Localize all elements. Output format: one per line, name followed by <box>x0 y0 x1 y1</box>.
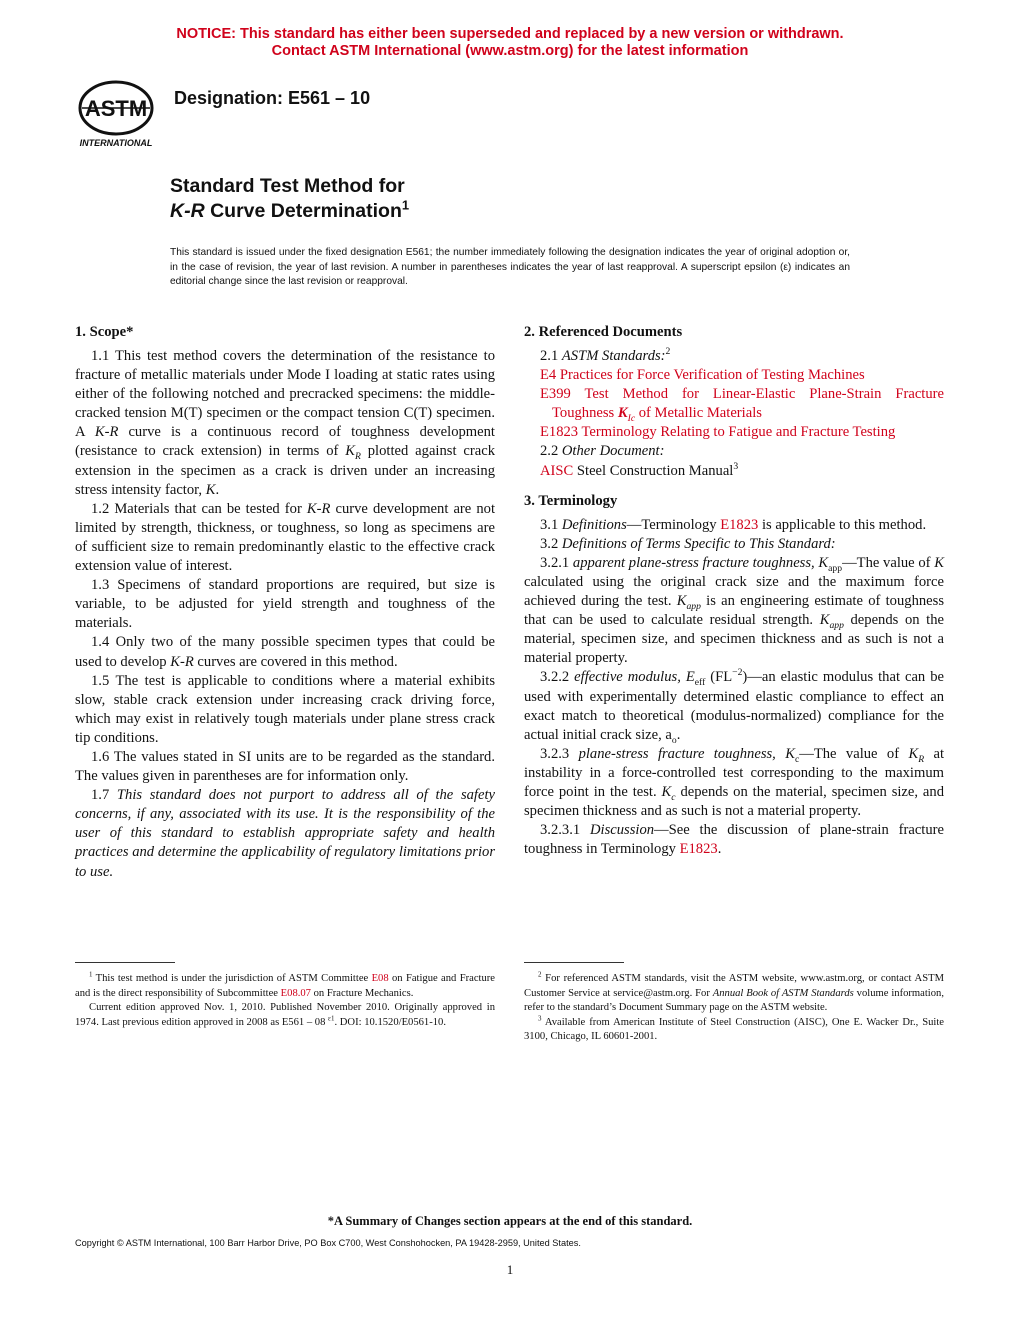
summary-of-changes-note: *A Summary of Changes section appears at the end of this standard. <box>327 1214 693 1228</box>
term-3-1-ref-link[interactable]: E1823 <box>720 516 759 533</box>
right-column <box>524 322 944 859</box>
scope-heading: 1. Scope* <box>75 324 134 340</box>
scope-1-5: 1.5 The test is applicable to conditions where a material exhibits slow, stable crack extension under increasing crack driving force, which may exist in relatively tough materials under plane stress crack tip conditions. <box>75 672 495 746</box>
title-footnote-mark[interactable]: 1 <box>401 197 410 213</box>
title-line-2 <box>170 199 409 224</box>
term-3-1: 3.1 Definitions—Terminology E1823 is applicable to this method. <box>540 516 927 533</box>
logo-text: ASTM <box>84 96 148 121</box>
logo-subtext: INTERNATIONAL <box>79 138 153 148</box>
footnote-e08-link[interactable]: E08 <box>371 973 389 984</box>
term-3-2-3-1: 3.2.3.1 Discussion—See the discussion of plane-strain fracture toughness in Terminology E1823. <box>524 822 944 858</box>
designation: Designation: E561 – 10 <box>174 88 371 108</box>
ref-e4[interactable]: E4 Practices for Force Verification of Testing Machines <box>540 367 865 384</box>
notice-line-2: Contact ASTM International (www.astm.org) for the latest information <box>271 43 749 59</box>
scope-1-7: 1.7 This standard does not purport to address all of the safety concerns, if any, associated with its use. It is the responsibility of the user of this standard to establish appropriate safety and health practices and determine the applicability of regulatory limitations prior to use. <box>75 787 495 880</box>
footnotes-right <box>524 972 944 1045</box>
footnote-e0807-link[interactable]: E08.07 <box>280 987 311 999</box>
title-line-1: Standard Test Method for <box>170 175 405 197</box>
term-3-2-3-1-ref-link[interactable]: E1823 <box>679 841 718 858</box>
terminology-heading: 3. Terminology <box>524 492 618 509</box>
issued-note: This standard is issued under the fixed designation E561; the number immediately following the designation indicates the year of original adoption or, in the case of revision, the year of last revision. A number in parentheses indicates the year of last reapproval. A superscript epsilon (ε) indicates an editorial change since the last revision or reapproval. <box>170 247 850 287</box>
term-3-2-3: 3.2.3 plane-stress fracture toughness, $K_c—The$ value of $K_R$ at instability in a force-controlled test corresponding to the maximum force point in the test. $K_c$ depends on the material, specimen size, and specimen thickness and as such is not a material property. <box>524 745 945 820</box>
scope-1-4: 1.4 Only two of the many possible specimen types that could be used to develop K-R curves are covered in this method. <box>75 634 495 670</box>
term-3-2: 3.2 Definitions of Terms Specific to This Standard: <box>540 535 836 552</box>
ref-e1823-link[interactable]: E1823 <box>540 424 579 441</box>
term-3-2-2: 3.2.2 effective modulus, $E_{eff}$ $(FL^{-2})—an$ elastic modulus that can be used with experimentally determined elastic compliance to effect an exact match to theoretical (modulus-normalized) compliance for the actual initial crack size, $a_o$. <box>524 667 944 746</box>
astm-logo-icon <box>64 78 164 150</box>
left-column <box>75 322 495 882</box>
footnotes-left <box>75 972 495 1030</box>
footnote-3: $^3$ Available from American Institute of Steel Construction (AISC), One E. Wacker Dr., Suite 3100, Chicago, IL 60601-2001. <box>524 1013 944 1042</box>
footnote-1-edition: Current edition approved Nov. 1, 2010. Published November 2010. Originally approved in 1974. Last previous edition approved in 2008 as E561 – 08 $^{\varepsilon 1}$. DOI: 10.1520/E0561-10. <box>75 1002 495 1028</box>
astm-logo <box>64 78 164 150</box>
scope-1-6: 1.6 The values stated in SI units are to be regarded as the standard. The values given in parentheses are for information only. <box>75 748 495 785</box>
ref-2-1: 2.1 ASTM Standards:$^2$ <box>540 346 671 364</box>
footnote-rule-right <box>524 962 624 963</box>
ref-e399-link[interactable]: E399 <box>540 386 571 403</box>
ref-aisc[interactable]: AISC Steel Construction Manual$^3$ <box>540 460 739 479</box>
withdrawn-notice <box>0 26 1020 60</box>
ref-aisc-link[interactable]: AISC <box>540 462 574 479</box>
page-title <box>170 174 409 224</box>
footnote-1: $^1$ This test method is under the jurisdiction of ASTM Committee E08 on Fatigue and Fracture and is the direct responsibility of Subcommittee E08.07 on Fracture Mechanics. <box>75 970 495 999</box>
title-kr: K-R <box>170 200 205 222</box>
copyright: Copyright © ASTM International, 100 Barr Harbor Drive, PO Box C700, West Conshohocken, PA 19428-2959, United States. <box>75 1238 581 1248</box>
scope-1-3: 1.3 Specimens of standard proportions are required, but size is variable, to be adjusted for yield strength and toughness of the materials. <box>75 577 495 632</box>
term-3-2-1: 3.2.1 apparent plane-stress fracture toughness, $K_{app}—The$ value of K calculated using the original crack size and the maximum force achieved during the test. $K_{app}$ is an engineering estimate of toughness that can be used to calculate residual strength. $K_{app}$ depends on the material, specimen size, and specimen thickness and as such is not a material property. <box>524 554 944 667</box>
page-number: 1 <box>506 1262 514 1277</box>
title-rest: Curve Determination <box>204 200 402 222</box>
ref-2-2: 2.2 Other Document: <box>540 443 665 460</box>
referenced-heading: 2. Referenced Documents <box>524 324 683 340</box>
ref-e1823[interactable]: E1823 Terminology Relating to Fatigue and Fracture Testing <box>540 424 896 441</box>
footnote-rule-left <box>75 962 175 963</box>
footnote-2: $^2$ For referenced ASTM standards, visit the ASTM website, www.astm.org, or contact ASTM Customer Service at service@astm.org. For Annual Book of ASTM Standards volume information, refer to the standard’s Document Summary page on the ASTM website. <box>524 970 944 1013</box>
ref-e4-link[interactable]: E4 <box>540 367 557 384</box>
notice-line-1: NOTICE: This standard has either been superseded and replaced by a new version or withdrawn. <box>176 26 844 42</box>
scope-1-1: 1.1 This test method covers the determination of the resistance to fracture of metallic materials under Mode I loading at static rates using either of the following notched and precracked specimens: the middle-cracked tension M(T) specimen or the compact tension C(T) specimen. A K-R curve is a continuous record of toughness development (resistance to crack extension) in terms of $K_R$ plotted against crack extension in the specimen as a crack is driven under an increasing stress intensity factor, K. <box>75 348 495 498</box>
scope-1-2: 1.2 Materials that can be tested for K-R curve development are not limited by strength, thickness, or toughness, so long as specimens are of sufficient size to remain predominantly elastic to the effective crack extension value of interest. <box>75 500 496 575</box>
ref-e399[interactable]: E399 Test Method for Linear-Elastic Plane-Strain Fracture Toughness $K_{Ic}$ of Metallic Materials <box>540 386 944 425</box>
